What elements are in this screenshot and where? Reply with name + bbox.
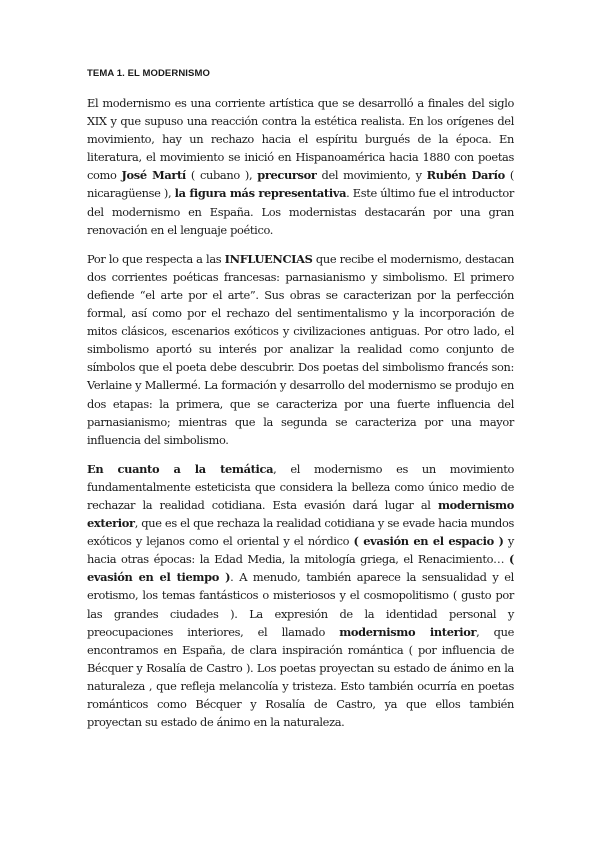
p3-bold-evasion-tiempo: ( evasión en el tiempo ) bbox=[87, 552, 514, 585]
p3-bold-evasion-espacio: ( evasión en el espacio ) bbox=[353, 534, 504, 549]
paragraph-tematica bbox=[87, 460, 514, 731]
p3-text-f: , que encontramos en España, de clara inspiración romántica ( por influencia de Bécquer y Rosalía de Castro ). Los poetas proyectan su estado de ánimo en la naturaleza , que refleja melancolía y tristeza. Esto también ocurría en poetas románticos como Bécquer y Rosalía de Castro, ya que ellos también proyectan su estado de ánimo en la naturaleza. bbox=[87, 624, 514, 730]
p3-bold-modernismo-exterior: modernismo exterior bbox=[87, 497, 514, 531]
p1-text-e: ( nicaragüense ), bbox=[87, 168, 514, 201]
p3-text-a: , el modernismo es un movimiento fundamentalmente esteticista que considera la belleza como único medio de rechazar la realidad cotidiana. Esta evasión dará lugar al bbox=[87, 461, 515, 512]
p3-text-d: y hacia otras épocas: la Edad Media, la mitología griega, el Renacimiento… bbox=[87, 534, 514, 567]
p1-text-a: El modernismo es una corriente artística que se desarrolló a finales del siglo XIX y que supuso una reacción contra la estética realista. En los orígenes del movimiento, hay un rechazo hacia el espíritu burgués de la época. En literatura, el movimiento se inició en Hispanoamérica hacia 1880 con poetas como bbox=[87, 96, 514, 183]
document-title: TEMA 1. EL MODERNISMO bbox=[87, 68, 210, 79]
p1-bold-ruben-dario: Rubén Darío bbox=[426, 168, 505, 183]
p1-text-d: del movimiento, y bbox=[316, 168, 427, 183]
p3-text-e: . A menudo, también aparece la sensualidad y el erotismo, los temas fantásticos o misteriosos y el cosmopolitismo ( gusto por las grandes ciudades ). La expresión de la identidad personal y preocupaciones interiores, el llamado bbox=[87, 570, 514, 639]
p3-bold-tematica: En cuanto a la temática bbox=[87, 461, 274, 476]
p1-bold-precursor: precursor bbox=[257, 168, 317, 183]
paragraph-influencias bbox=[87, 250, 514, 449]
p1-bold-jose-marti: José Martí bbox=[121, 168, 186, 183]
p3-text-c: , que es el que rechaza la realidad cotidiana y se evade hacia mundos exóticos y lejanos como el oriental y el nórdico bbox=[87, 516, 514, 549]
p1-text-f: . Este último fue el introductor del modernismo en España. Los modernistas destacarán por una gran renovación en el lenguaje poético. bbox=[87, 186, 514, 237]
p1-bold-figura: la figura más representativa bbox=[174, 186, 347, 201]
p2-text-c: que recibe el modernismo, destacan dos corrientes poéticas francesas: parnasianismo y simbolismo. El primero defiende “el arte por el arte”. Sus obras se caracterizan por la perfección formal, así como por el rechazo del sentimentalismo y la incorporación de mitos clásicos, escenarios exóticos y civilizaciones antiguas. Por otro lado, el simbolismo aportó su interés por analizar la realidad como conjunto de símbolos que el poeta debe descubrir. Dos poetas del simbolismo francés son: Verlaine y Mallermé. La formación y desarrollo del modernismo se produjo en dos etapas: la primera, que se caracteriza por una fuerte influencia del parnasianismo; mientras que la segunda se caracteriza por una mayor influencia del simbolismo. bbox=[87, 251, 514, 447]
p2-bold-influencias: INFLUENCIAS bbox=[224, 251, 313, 266]
p3-bold-modernismo-interior: modernismo interior bbox=[339, 624, 477, 639]
paragraph-intro bbox=[87, 94, 514, 239]
p2-text-a: Por lo que respecta a las bbox=[87, 251, 225, 266]
p1-text-c: ( cubano ), bbox=[185, 168, 258, 183]
